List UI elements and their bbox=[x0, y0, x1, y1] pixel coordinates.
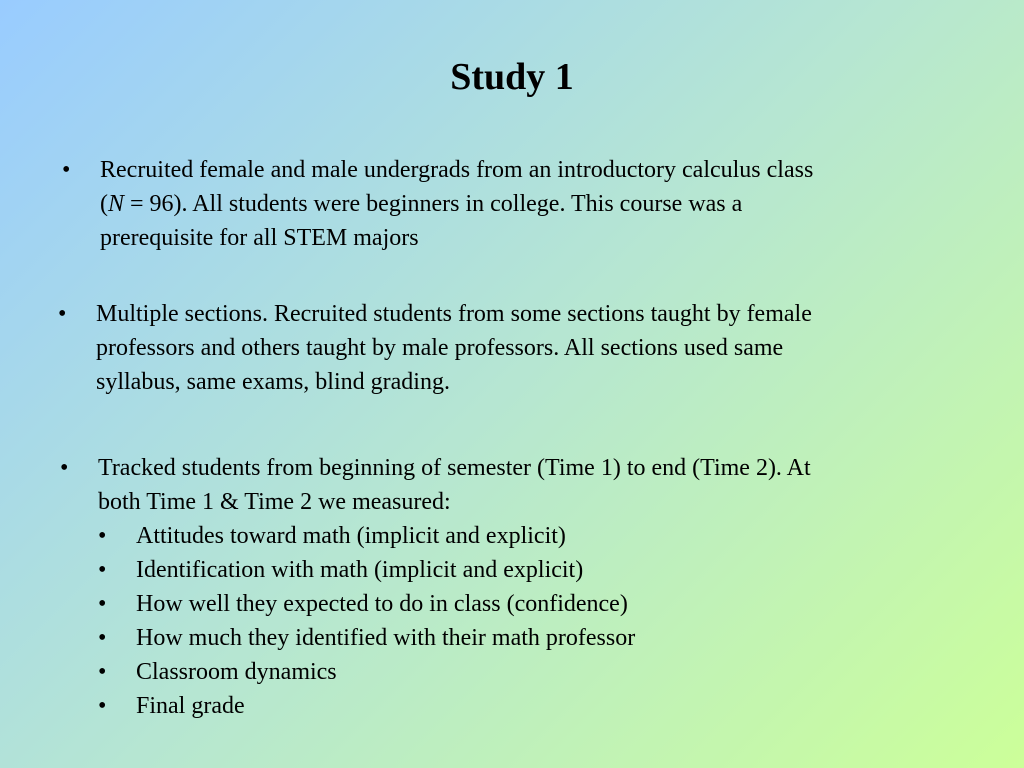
bullet-line: Multiple sections. Recruited students from some sections taught by female bbox=[96, 301, 812, 327]
bullet-recruitment bbox=[62, 153, 942, 255]
bullet-line: both Time 1 & Time 2 we measured: bbox=[98, 489, 451, 515]
measure-label: Classroom dynamics bbox=[136, 659, 337, 685]
measure-item bbox=[98, 553, 960, 587]
sub-bullet-dot-icon: • bbox=[98, 591, 107, 617]
bullet-line: Recruited female and male undergrads from an introductory calculus class bbox=[100, 157, 814, 183]
measure-item bbox=[98, 587, 960, 621]
sample-size-text: = 96). All students were beginners in college. This course was a bbox=[124, 191, 743, 217]
measure-item bbox=[98, 621, 960, 655]
bullet-line bbox=[100, 187, 942, 221]
bullet-text bbox=[96, 297, 958, 399]
sample-size-symbol: N bbox=[108, 191, 125, 217]
bullet-line: Tracked students from beginning of semester (Time 1) to end (Time 2). At bbox=[98, 455, 811, 481]
bullet-dot-icon: • bbox=[60, 455, 69, 481]
bullet-text bbox=[100, 153, 942, 255]
bullet-dot-icon: • bbox=[58, 301, 67, 327]
measure-label: How much they identified with their math professor bbox=[136, 625, 636, 651]
measure-label: Attitudes toward math (implicit and explicit) bbox=[136, 523, 566, 549]
sub-bullet-dot-icon: • bbox=[98, 523, 107, 549]
bullet-dot-icon: • bbox=[62, 157, 71, 183]
bullet-sections bbox=[58, 297, 958, 399]
slide-title: Study 1 bbox=[450, 56, 574, 98]
paren-open: ( bbox=[100, 191, 108, 217]
bullet-tracking bbox=[60, 451, 960, 723]
bullet-line: professors and others taught by male professors. All sections used same bbox=[96, 335, 784, 361]
measure-item bbox=[98, 689, 960, 723]
measure-item bbox=[98, 519, 960, 553]
bullet-line: syllabus, same exams, blind grading. bbox=[96, 369, 450, 395]
measure-item bbox=[98, 655, 960, 689]
measure-label: Identification with math (implicit and explicit) bbox=[136, 557, 584, 583]
measure-label: Final grade bbox=[136, 693, 245, 719]
bullet-line: prerequisite for all STEM majors bbox=[100, 225, 419, 251]
bullet-text bbox=[98, 451, 960, 519]
sub-bullet-dot-icon: • bbox=[98, 659, 107, 685]
sub-bullet-dot-icon: • bbox=[98, 693, 107, 719]
sub-bullet-dot-icon: • bbox=[98, 625, 107, 651]
measures-list bbox=[98, 519, 960, 723]
measure-label: How well they expected to do in class (confidence) bbox=[136, 591, 628, 617]
sub-bullet-dot-icon: • bbox=[98, 557, 107, 583]
